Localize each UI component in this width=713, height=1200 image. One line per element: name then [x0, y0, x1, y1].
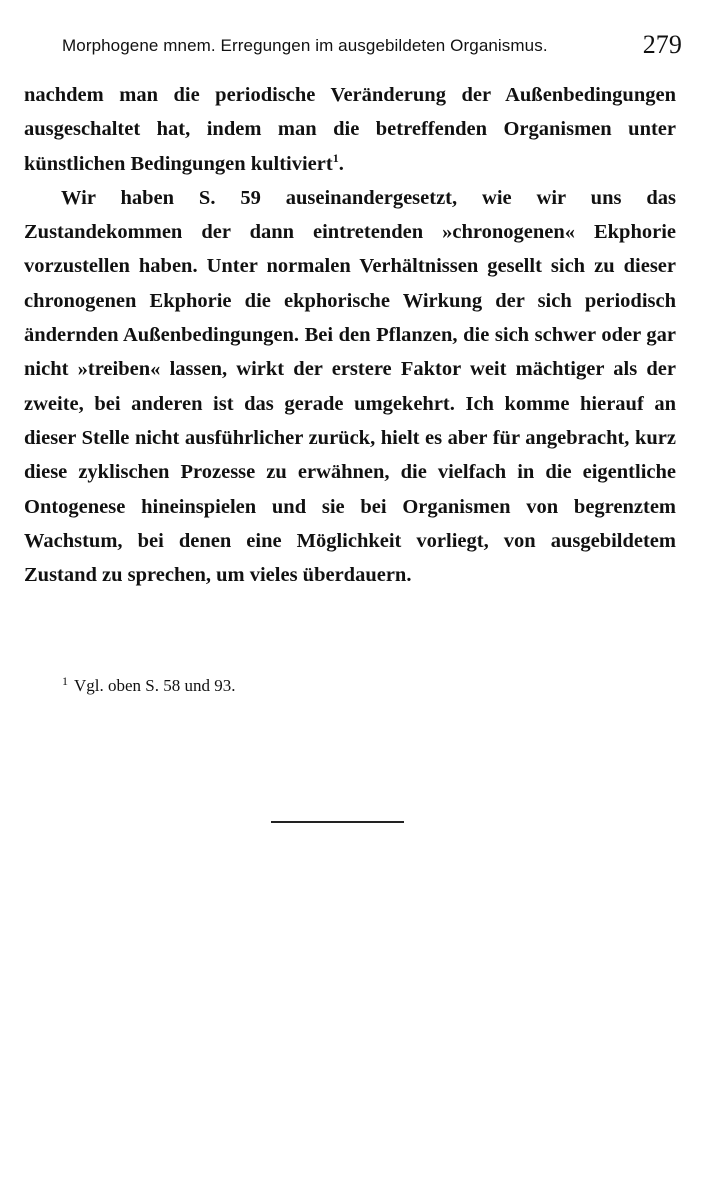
running-head-title: Morphogene mnem. Erregungen im ausgebildeten Organismus. [62, 36, 548, 55]
footnote [62, 676, 236, 696]
paragraph-1 [24, 78, 676, 181]
footnote-reference: 1 [332, 150, 339, 165]
footnote-text: Vgl. oben S. 58 und 93. [74, 676, 236, 695]
paragraph-2: Wir haben S. 59 auseinandergesetzt, wie wir uns das Zustandekommen der dann eintretenden »chronogenen« Ekphorie vorzustellen haben. Unter normalen Verhältnissen gesellt sich zu dieser chronogenen Ekphorie die ekphorische Wirkung der sich periodisch ändernden Außenbedingungen. Bei den Pflanzen, die sich schwer oder gar nicht »treiben« lassen, wirkt der erstere Faktor weit mächtiger als der zweite, bei anderen ist das gerade umgekehrt. Ich komme hierauf an dieser Stelle nicht ausführlicher zurück, hielt es aber für angebracht, kurz diese zyklischen Prozesse zu erwähnen, die vielfach in die eigentliche Ontogenese hineinspielen und sie bei Organismen von begrenztem Wachstum, bei denen eine Möglichkeit vorliegt, von ausgebildetem Zustand zu sprechen, um vieles überdauern. [24, 186, 676, 587]
footnote-marker: 1 [62, 674, 68, 688]
paragraph-1-text: nachdem man die periodische Veränderung der Außenbedingungen ausgeschaltet hat, indem man die betreffenden Organismen unter künstlichen Bedingungen kultiviert [24, 84, 676, 175]
paragraph-1-end: . [338, 152, 344, 175]
running-head [62, 28, 682, 62]
page-number: 279 [642, 30, 682, 59]
body-text [24, 78, 676, 592]
horizontal-rule [271, 821, 404, 823]
